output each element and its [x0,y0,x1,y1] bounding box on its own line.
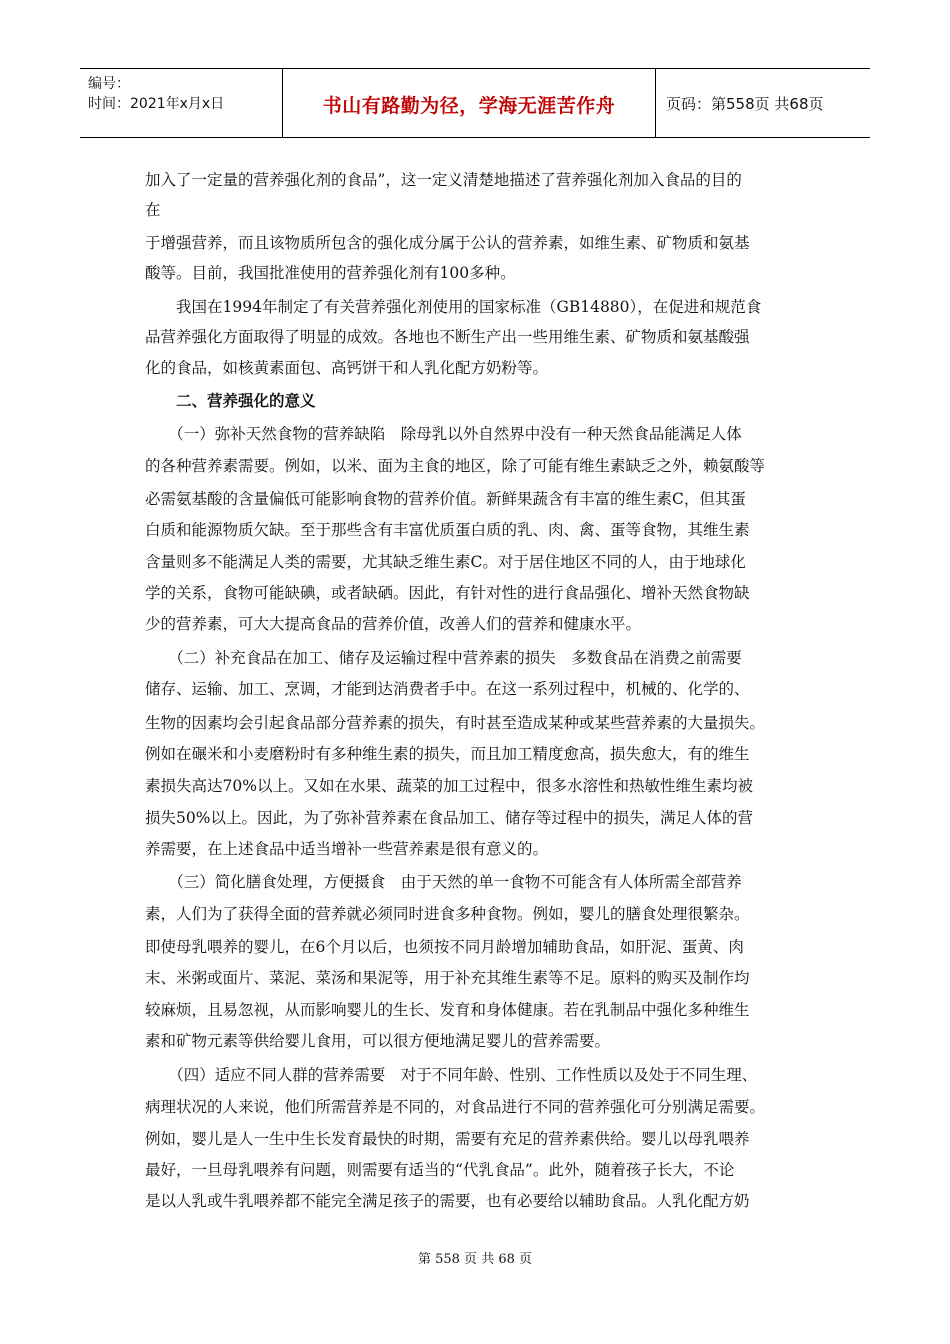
body-line: 病理状况的人来说，他们所需营养是不同的，对食品进行不同的营养强化可分别满足需要。 [145,1098,766,1116]
header-table [80,68,870,138]
body-line: 素和矿物元素等供给婴儿食用，可以很方便地满足婴儿的营养需要。 [145,1032,611,1050]
header-page-cell [656,69,870,137]
body-line: 于增强营养，而且该物质所包含的强化成分属于公认的营养素，如维生素、矿物质和氨基 [145,234,750,252]
body-line: 素损失高达70%以上。又如在水果、蔬菜的加工过程中，很多水溶性和热敏性维生素均被 [145,777,753,795]
body-line: 加入了一定量的营养强化剂的食品”，这一定义清楚地描述了营养强化剂加入食品的目的 [145,171,742,189]
body-line: （四）适应不同人群的营养需要 对于不同年龄、性别、工作性质以及处于不同生理、 [145,1066,758,1084]
body-line: 损失50%以上。因此，为了弥补营养素在食品加工、储存等过程中的损失，满足人体的营 [145,809,753,827]
body-line: 必需氨基酸的含量偏低可能影响食物的营养价值。新鲜果蔬含有丰富的维生素C，但其蛋 [145,490,746,508]
body-line: 酸等。目前，我国批准使用的营养强化剂有100多种。 [145,264,516,282]
body-line: 品营养强化方面取得了明显的成效。各地也不断生产出一些用维生素、矿物质和氨基酸强 [145,328,750,346]
body-line: 储存、运输、加工、烹调，才能到达消费者手中。在这一系列过程中，机械的、化学的、 [145,680,750,698]
header-page-number: 页码：第558页 共68页 [666,95,824,113]
body-line: 是以人乳或牛乳喂养都不能完全满足孩子的需要，也有必要给以辅助食品。人乳化配方奶 [145,1192,750,1210]
header-motto: 书山有路勤为径，学海无涯苦作舟 [322,95,616,117]
body-line: 例如在碾米和小麦磨粉时有多种维生素的损失，而且加工精度愈高，损失愈大，有的维生 [145,745,750,763]
section-heading: 二、营养强化的意义 [145,392,316,410]
body-line: （一）弥补天然食物的营养缺陷 除母乳以外自然界中没有一种天然食品能满足人体 [145,425,742,443]
body-line: 的各种营养素需要。例如，以米、面为主食的地区，除了可能有维生素缺乏之外，赖氨酸等 [145,457,766,475]
body-line: 素，人们为了获得全面的营养就必须同时进食多种食物。例如，婴儿的膳食处理很繁杂。 [145,905,750,923]
body-line: 化的食品，如核黄素面包、高钙饼干和人乳化配方奶粉等。 [145,359,549,377]
body-line: 较麻烦，且易忽视，从而影响婴儿的生长、发育和身体健康。若在乳制品中强化多种维生 [145,1001,750,1019]
document-time-label: 时间：2021年x月x日 [88,96,225,112]
body-line: （二）补充食品在加工、储存及运输过程中营养素的损失 多数食品在消费之前需要 [145,649,742,667]
page-footer: 第 558 页 共 68 页 [417,1252,533,1267]
header-info-cell [80,69,283,137]
body-line: 含量则多不能满足人类的需要，尤其缺乏维生素C。对于居住地区不同的人，由于地球化 [145,553,746,571]
body-line: 最好，一旦母乳喂养有问题，则需要有适当的“代乳食品”。此外，随着孩子长大，不论 [145,1161,735,1179]
body-line: 在 [145,201,161,219]
body-line: 养需要，在上述食品中适当增补一些营养素是很有意义的。 [145,840,549,858]
body-line: 白质和能源物质欠缺。至于那些含有丰富优质蛋白质的乳、肉、禽、蛋等食物，其维生素 [145,521,750,539]
body-line: 生物的因素均会引起食品部分营养素的损失，有时甚至造成某种或某些营养素的大量损失。 [145,714,766,732]
document-number-label: 编号： [88,76,130,92]
header-motto-cell [283,69,656,137]
body-line: 例如，婴儿是人一生中生长发育最快的时期，需要有充足的营养素供给。婴儿以母乳喂养 [145,1130,750,1148]
body-line: （三）简化膳食处理，方便摄食 由于天然的单一食物不可能含有人体所需全部营养 [145,873,742,891]
body-line: 我国在1994年制定了有关营养强化剂使用的国家标准（GB14880），在促进和规范食 [145,298,762,316]
body-line: 末、米粥或面片、菜泥、菜汤和果泥等，用于补充其维生素等不足。原料的购买及制作均 [145,969,750,987]
body-line: 即使母乳喂养的婴儿，在6个月以后，也须按不同月龄增加辅助食品，如肝泥、蛋黄、肉 [145,938,744,956]
body-line: 学的关系，食物可能缺碘，或者缺硒。因此，有针对性的进行食品强化、增补天然食物缺 [145,584,750,602]
body-line: 少的营养素，可大大提高食品的营养价值，改善人们的营养和健康水平。 [145,615,642,633]
